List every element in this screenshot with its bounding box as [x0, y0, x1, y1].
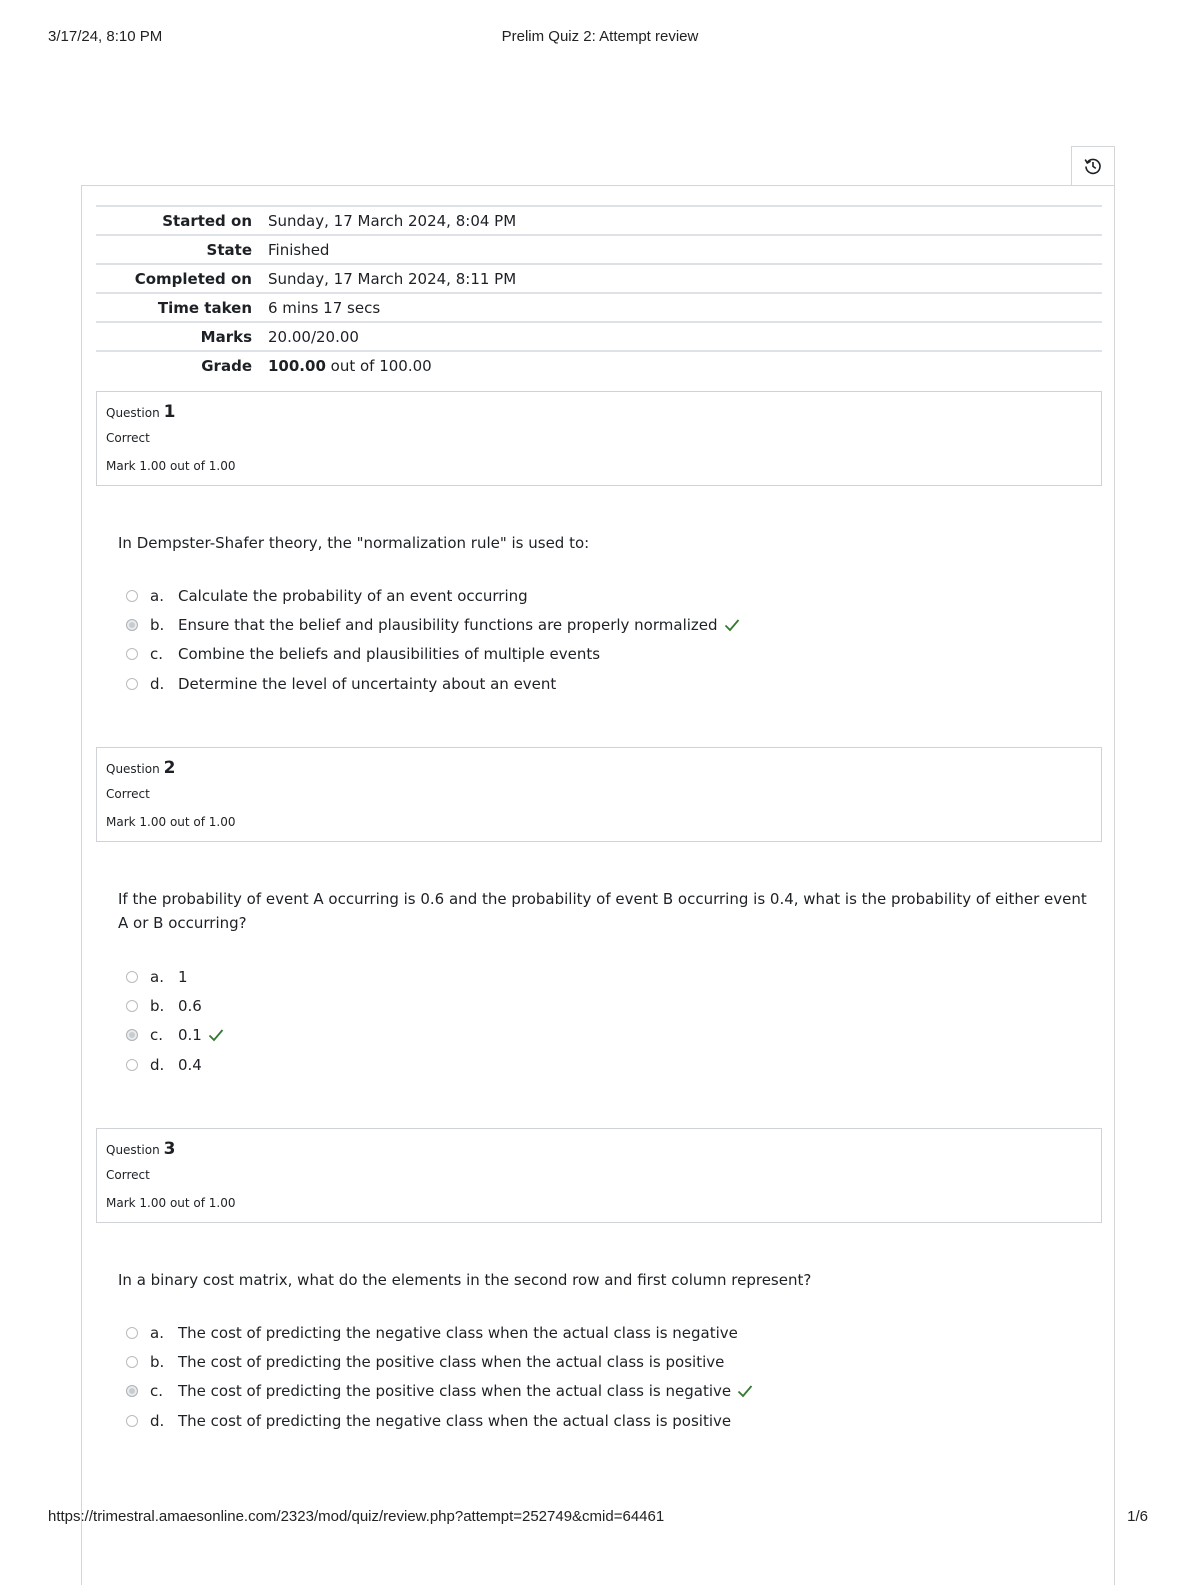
question-info-1: [96, 391, 1102, 486]
question-num: 3: [163, 1139, 176, 1159]
print-datetime: 3/17/24, 8:10 PM: [48, 28, 163, 45]
answer-option[interactable]: [126, 962, 1026, 991]
answer-list-2: [126, 962, 1026, 1079]
answer-text: Calculate the probability of an event occurring: [178, 586, 528, 605]
answer-letter: c.: [150, 1382, 164, 1401]
answer-letter: c.: [150, 1026, 164, 1045]
radio-button[interactable]: [126, 678, 138, 690]
answer-text: 0.4: [178, 1055, 202, 1074]
answer-text: The cost of predicting the negative class when the actual class is positive: [178, 1411, 732, 1430]
answer-option[interactable]: [126, 610, 1026, 639]
answer-option[interactable]: [126, 1347, 1026, 1376]
summary-label: Completed on: [96, 264, 268, 293]
answer-option[interactable]: [126, 1318, 1026, 1347]
radio-button[interactable]: [126, 590, 138, 602]
summary-value: Sunday, 17 March 2024, 8:11 PM: [268, 264, 1102, 293]
radio-button-selected[interactable]: [126, 1029, 138, 1041]
print-footer: [0, 1508, 1200, 1528]
answer-letter: a.: [150, 967, 164, 986]
summary-row-started: [96, 206, 1102, 235]
summary-row-state: [96, 235, 1102, 264]
check-icon: [724, 618, 740, 632]
check-icon: [737, 1384, 753, 1398]
question-info-3: [96, 1128, 1102, 1223]
answer-letter: a.: [150, 1323, 164, 1342]
summary-row-completed: [96, 264, 1102, 293]
radio-button[interactable]: [126, 648, 138, 660]
summary-value: Finished: [268, 235, 1102, 264]
answer-letter: b.: [150, 615, 165, 634]
answer-text: Determine the level of uncertainty about an event: [178, 674, 557, 693]
question-num: 2: [163, 758, 176, 778]
question-label: Question: [106, 762, 160, 776]
question-label: Question: [106, 1143, 160, 1157]
question-number: [106, 402, 176, 422]
question-state: Correct: [106, 787, 150, 801]
radio-button[interactable]: [126, 1000, 138, 1012]
grade-score: 100.00: [268, 356, 326, 375]
summary-row-grade: [96, 351, 1102, 379]
answer-text: The cost of predicting the positive class when the actual class is positive: [178, 1352, 725, 1371]
history-icon: [1083, 156, 1103, 176]
check-icon: [208, 1028, 224, 1042]
answer-text: Ensure that the belief and plausibility functions are properly normalized: [178, 615, 718, 634]
radio-button[interactable]: [126, 1059, 138, 1071]
attempt-summary-table: [96, 205, 1102, 379]
answer-list-3: [126, 1318, 1026, 1435]
summary-label: State: [96, 235, 268, 264]
question-num: 1: [163, 402, 176, 422]
print-header: [0, 28, 1200, 48]
answer-option[interactable]: [126, 1406, 1026, 1435]
question-grade: Mark 1.00 out of 1.00: [106, 459, 236, 473]
answer-option[interactable]: [126, 581, 1026, 610]
summary-label: Grade: [96, 351, 268, 379]
answer-option[interactable]: [126, 1377, 1026, 1406]
summary-value: 6 mins 17 secs: [268, 293, 1102, 322]
question-text-1: In Dempster-Shafer theory, the "normalization rule" is used to:: [118, 534, 590, 552]
radio-button-selected[interactable]: [126, 1385, 138, 1397]
history-button[interactable]: [1071, 146, 1115, 186]
answer-option[interactable]: [126, 1050, 1026, 1079]
answer-letter: b.: [150, 996, 165, 1015]
summary-value: 20.00/20.00: [268, 322, 1102, 351]
answer-text: The cost of predicting the positive class when the actual class is negative: [178, 1382, 732, 1401]
question-grade: Mark 1.00 out of 1.00: [106, 1196, 236, 1210]
answer-text: 0.6: [178, 996, 202, 1015]
radio-button-selected[interactable]: [126, 619, 138, 631]
answer-text: 0.1: [178, 1026, 202, 1045]
answer-letter: b.: [150, 1352, 165, 1371]
answer-text: The cost of predicting the negative class when the actual class is negative: [178, 1323, 738, 1342]
radio-button[interactable]: [126, 971, 138, 983]
answer-option[interactable]: [126, 640, 1026, 669]
radio-button[interactable]: [126, 1415, 138, 1427]
answer-letter: c.: [150, 645, 164, 664]
question-number: [106, 758, 176, 778]
answer-letter: d.: [150, 1411, 165, 1430]
print-page-title: Prelim Quiz 2: Attempt review: [501, 28, 699, 45]
answer-option[interactable]: [126, 1021, 1026, 1050]
question-text-3: In a binary cost matrix, what do the elements in the second row and first column represent?: [118, 1271, 812, 1289]
print-url[interactable]: https://trimestral.amaesonline.com/2323/mod/quiz/review.php?attempt=252749&cmid=64461: [48, 1508, 665, 1525]
answer-option[interactable]: [126, 991, 1026, 1020]
answer-letter: d.: [150, 1055, 165, 1074]
question-text-2: If the probability of event A occurring is 0.6 and the probability of event B occurring is 0.4, what is the probability of either event A or B occurring?: [118, 890, 1087, 932]
question-grade: Mark 1.00 out of 1.00: [106, 815, 236, 829]
answer-text: Combine the beliefs and plausibilities of multiple events: [178, 645, 601, 664]
answer-letter: d.: [150, 674, 165, 693]
summary-value: Sunday, 17 March 2024, 8:04 PM: [268, 206, 1102, 235]
summary-row-time-taken: [96, 293, 1102, 322]
question-state: Correct: [106, 431, 150, 445]
summary-label: Marks: [96, 322, 268, 351]
question-info-2: [96, 747, 1102, 842]
answer-option[interactable]: [126, 669, 1026, 698]
answer-text: 1: [178, 967, 188, 986]
summary-label: Time taken: [96, 293, 268, 322]
question-number: [106, 1139, 176, 1159]
summary-label: Started on: [96, 206, 268, 235]
question-label: Question: [106, 406, 160, 420]
radio-button[interactable]: [126, 1327, 138, 1339]
answer-letter: a.: [150, 586, 164, 605]
grade-out-of: out of 100.00: [325, 356, 432, 375]
summary-value: [268, 351, 1102, 379]
print-page-number: 1/6: [1127, 1508, 1148, 1525]
radio-button[interactable]: [126, 1356, 138, 1368]
question-state: Correct: [106, 1168, 150, 1182]
answer-list-1: [126, 581, 1026, 698]
summary-row-marks: [96, 322, 1102, 351]
